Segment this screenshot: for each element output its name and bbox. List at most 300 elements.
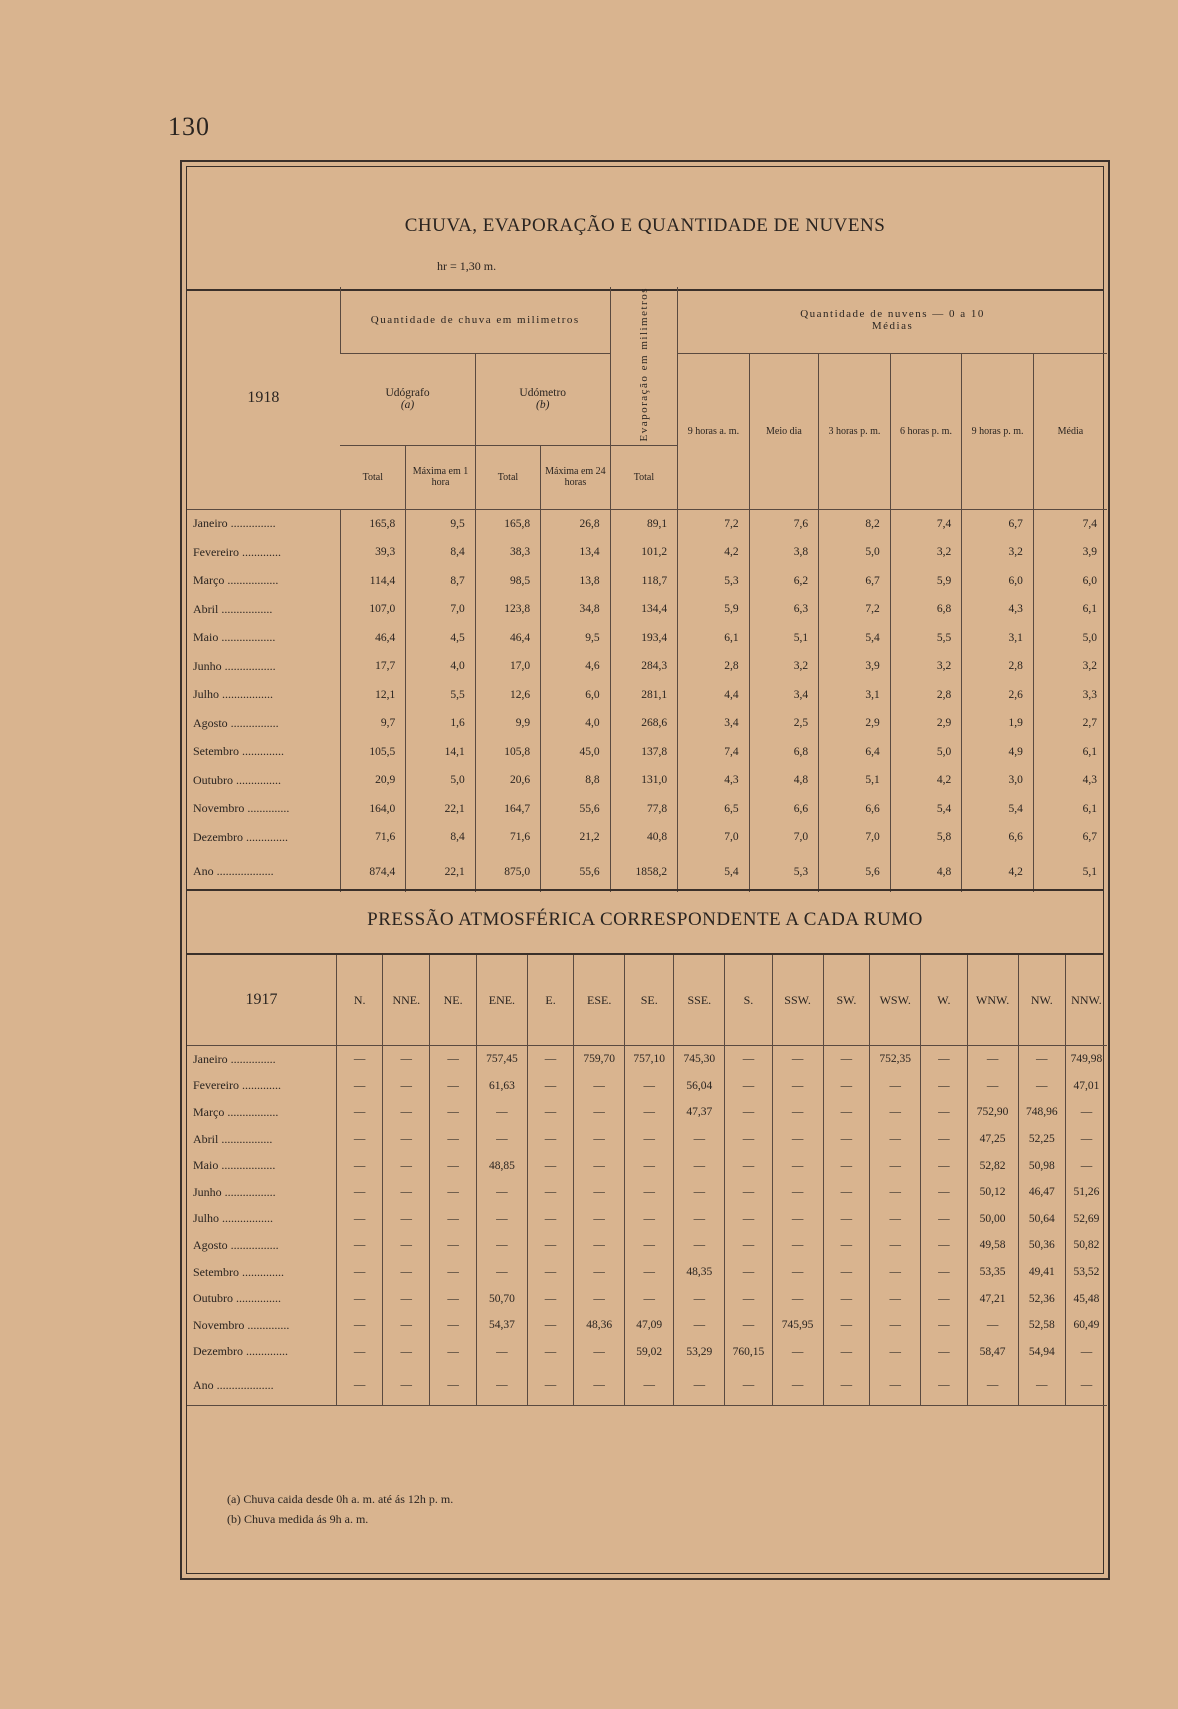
rain-cell: 20,6 — [475, 766, 540, 795]
footnote-b: (b) Chuva medida ás 9h a. m. — [227, 1512, 369, 1526]
rain-cell: 6,8 — [890, 595, 962, 624]
pressure-cell: — — [625, 1152, 674, 1179]
pressure-cell: — — [772, 1126, 823, 1153]
pressure-cell: 757,10 — [625, 1046, 674, 1073]
pressure-cell: 49,41 — [1018, 1259, 1065, 1286]
pressure-cell: — — [967, 1046, 1018, 1073]
pressure-total-cell: — — [1018, 1365, 1065, 1406]
pressure-month: Março ................. — [193, 1104, 279, 1119]
pressure-cell: — — [430, 1152, 477, 1179]
rain-cell: 8,4 — [406, 538, 476, 567]
rain-cell: 6,6 — [962, 823, 1034, 852]
rain-cell: 284,3 — [610, 652, 677, 681]
pressure-year: 1917 — [187, 955, 337, 1046]
pressure-cell: — — [870, 1073, 921, 1100]
pressure-cell: — — [674, 1152, 725, 1179]
rain-cell: 7,2 — [678, 509, 750, 538]
pressure-cell: — — [430, 1285, 477, 1312]
rain-month: Agosto ................ — [193, 715, 279, 730]
rain-cell: 13,4 — [541, 538, 611, 567]
rain-cell: 4,0 — [406, 652, 476, 681]
rain-cell: 137,8 — [610, 738, 677, 767]
pressure-month: Outubro ............... — [193, 1291, 281, 1306]
pressure-cell: 45,48 — [1065, 1285, 1107, 1312]
udometro-header — [475, 353, 610, 445]
pressure-table — [187, 955, 1107, 1406]
pressure-cell: — — [383, 1046, 430, 1073]
rain-cell: 26,8 — [541, 509, 611, 538]
section-divider — [187, 889, 1103, 891]
col-meio-dia: Meio dia — [749, 353, 819, 509]
rain-cell: 2,6 — [962, 681, 1034, 710]
pressure-total-month: Ano ................... — [187, 1365, 337, 1406]
rain-cell: 2,8 — [678, 652, 750, 681]
rain-cell: 4,2 — [678, 538, 750, 567]
rain-cell: 6,4 — [819, 738, 891, 767]
rain-cell: 5,4 — [962, 795, 1034, 824]
pressure-cell: — — [823, 1179, 870, 1206]
pressure-cell: — — [625, 1179, 674, 1206]
pressure-cell: — — [476, 1099, 527, 1126]
pressure-row — [187, 1126, 1107, 1153]
rain-cell: 101,2 — [610, 538, 677, 567]
pressure-cell: — — [625, 1232, 674, 1259]
rain-cell: 3,3 — [1033, 681, 1107, 710]
rain-row — [187, 681, 1107, 710]
col-6pm: 6 horas p. m. — [890, 353, 962, 509]
rain-cell: 7,4 — [678, 738, 750, 767]
pressure-cell: — — [967, 1312, 1018, 1339]
pressure-row — [187, 1073, 1107, 1100]
direction-header: SE. — [625, 955, 674, 1046]
rain-cell: 4,5 — [406, 624, 476, 653]
rain-year: 1918 — [187, 287, 340, 509]
pressure-cell: — — [823, 1046, 870, 1073]
rain-row — [187, 624, 1107, 653]
pressure-cell: — — [1065, 1099, 1107, 1126]
pressure-cell: — — [772, 1152, 823, 1179]
rain-cell: 6,3 — [749, 595, 819, 624]
rain-cell: 114,4 — [340, 567, 405, 596]
pressure-cell: 53,35 — [967, 1259, 1018, 1286]
rain-cell: 165,8 — [475, 509, 540, 538]
pressure-cell: — — [823, 1152, 870, 1179]
pressure-cell: — — [921, 1285, 967, 1312]
rain-row — [187, 509, 1107, 538]
pressure-cell: — — [725, 1206, 772, 1233]
pressure-cell: — — [823, 1126, 870, 1153]
pressure-cell: — — [383, 1179, 430, 1206]
rain-cell: 281,1 — [610, 681, 677, 710]
rain-cell: 3,9 — [819, 652, 891, 681]
pressure-cell: 51,26 — [1065, 1179, 1107, 1206]
rain-cell: 4,4 — [678, 681, 750, 710]
rain-month: Setembro .............. — [193, 744, 284, 759]
direction-header: SSE. — [674, 955, 725, 1046]
col-media: Média — [1033, 353, 1107, 509]
pressure-cell: — — [337, 1046, 383, 1073]
pressure-cell: — — [772, 1099, 823, 1126]
rain-cell: 165,8 — [340, 509, 405, 538]
rain-cell: 5,8 — [890, 823, 962, 852]
rain-cell: 39,3 — [340, 538, 405, 567]
pressure-cell: — — [921, 1099, 967, 1126]
pressure-cell: — — [337, 1179, 383, 1206]
rain-month: Julho ................. — [193, 687, 274, 702]
pressure-cell: — — [823, 1259, 870, 1286]
direction-header: SW. — [823, 955, 870, 1046]
pressure-cell: 53,52 — [1065, 1259, 1107, 1286]
rain-total-month: Ano ................... — [193, 864, 274, 879]
rain-cell: 7,2 — [819, 595, 891, 624]
pressure-cell: — — [1018, 1073, 1065, 1100]
pressure-cell: — — [337, 1152, 383, 1179]
rain-month: Março ................. — [193, 573, 279, 588]
page-number: 130 — [168, 112, 210, 141]
pressure-cell: — — [527, 1152, 573, 1179]
pressure-cell: — — [527, 1099, 573, 1126]
rain-cell: 6,6 — [819, 795, 891, 824]
pressure-cell: — — [337, 1126, 383, 1153]
pressure-row — [187, 1099, 1107, 1126]
pressure-cell: 752,35 — [870, 1046, 921, 1073]
rain-cell: 3,1 — [819, 681, 891, 710]
pressure-cell: — — [870, 1179, 921, 1206]
pressure-cell: — — [772, 1206, 823, 1233]
rain-cell: 2,8 — [890, 681, 962, 710]
pressure-cell: — — [527, 1339, 573, 1366]
pressure-cell: 48,85 — [476, 1152, 527, 1179]
pressure-cell: 52,58 — [1018, 1312, 1065, 1339]
rain-cell: 5,4 — [890, 795, 962, 824]
rain-cell: 3,4 — [749, 681, 819, 710]
rain-total-cell: 1858,2 — [610, 852, 677, 892]
pressure-cell: — — [430, 1206, 477, 1233]
rain-cell: 5,1 — [749, 624, 819, 653]
pressure-total-row — [187, 1365, 1107, 1406]
rain-cell: 6,5 — [678, 795, 750, 824]
rain-cell: 40,8 — [610, 823, 677, 852]
pressure-cell: 47,01 — [1065, 1073, 1107, 1100]
pressure-cell: — — [430, 1259, 477, 1286]
pressure-cell: — — [574, 1099, 625, 1126]
pressure-cell: — — [383, 1206, 430, 1233]
pressure-month: Dezembro .............. — [193, 1344, 288, 1359]
rain-cell: 5,0 — [1033, 624, 1107, 653]
rain-cell: 6,7 — [819, 567, 891, 596]
pressure-cell: — — [870, 1259, 921, 1286]
pressure-total-cell: — — [921, 1365, 967, 1406]
rain-cell: 5,5 — [406, 681, 476, 710]
rain-cell: 2,5 — [749, 709, 819, 738]
pressure-month: Fevereiro ............. — [193, 1078, 281, 1093]
rain-cell: 3,2 — [890, 538, 962, 567]
pressure-cell: — — [823, 1312, 870, 1339]
udografo-label: Udógrafo — [385, 387, 430, 399]
pressure-cell: — — [625, 1206, 674, 1233]
rain-month: Junho ................. — [193, 658, 276, 673]
rain-cell: 6,1 — [1033, 738, 1107, 767]
pressure-cell: 50,70 — [476, 1285, 527, 1312]
rain-cell: 46,4 — [340, 624, 405, 653]
document-frame — [180, 160, 1110, 1580]
pressure-row — [187, 1206, 1107, 1233]
pressure-cell: — — [527, 1206, 573, 1233]
pressure-cell: — — [337, 1285, 383, 1312]
rain-cell: 6,2 — [749, 567, 819, 596]
direction-header: E. — [527, 955, 573, 1046]
pressure-cell: 50,36 — [1018, 1232, 1065, 1259]
pressure-section-title: PRESSÃO ATMOSFÉRICA CORRESPONDENTE A CADA RUMO — [367, 909, 923, 930]
pressure-cell: — — [430, 1339, 477, 1366]
pressure-cell: — — [337, 1312, 383, 1339]
clouds-medias-label: Médias — [871, 319, 914, 332]
rain-cell: 7,4 — [1033, 509, 1107, 538]
pressure-cell: — — [383, 1312, 430, 1339]
pressure-cell: 50,12 — [967, 1179, 1018, 1206]
rain-cell: 6,1 — [1033, 795, 1107, 824]
pressure-cell: — — [921, 1073, 967, 1100]
rain-cell: 3,1 — [962, 624, 1034, 653]
rain-row — [187, 795, 1107, 824]
pressure-cell: — — [772, 1232, 823, 1259]
pressure-cell: — — [823, 1232, 870, 1259]
rain-month: Abril ................. — [193, 601, 273, 616]
pressure-cell: 52,82 — [967, 1152, 1018, 1179]
pressure-cell: — — [772, 1285, 823, 1312]
rain-cell: 123,8 — [475, 595, 540, 624]
pressure-cell: — — [337, 1206, 383, 1233]
rain-total-cell: 5,4 — [678, 852, 750, 892]
rain-row — [187, 652, 1107, 681]
rain-cell: 6,8 — [749, 738, 819, 767]
pressure-header-row — [187, 955, 1107, 1046]
col-9am: 9 horas a. m. — [678, 353, 750, 509]
pressure-cell: — — [476, 1259, 527, 1286]
pressure-cell: — — [337, 1099, 383, 1126]
pressure-total-cell: — — [383, 1365, 430, 1406]
rain-cell: 17,7 — [340, 652, 405, 681]
pressure-cell: — — [823, 1206, 870, 1233]
rain-cell: 71,6 — [475, 823, 540, 852]
pressure-month: Janeiro ............... — [193, 1051, 276, 1066]
pressure-cell: — — [772, 1259, 823, 1286]
rain-cell: 20,9 — [340, 766, 405, 795]
rain-cell: 8,7 — [406, 567, 476, 596]
rain-row — [187, 823, 1107, 852]
pressure-row — [187, 1046, 1107, 1073]
rain-cell: 8,8 — [541, 766, 611, 795]
rain-cell: 2,9 — [890, 709, 962, 738]
direction-header: WNW. — [967, 955, 1018, 1046]
rain-cell: 14,1 — [406, 738, 476, 767]
pressure-cell: — — [725, 1259, 772, 1286]
rain-cell: 164,7 — [475, 795, 540, 824]
rain-cell: 8,2 — [819, 509, 891, 538]
rain-cell: 4,2 — [890, 766, 962, 795]
footnote-a: (a) Chuva caida desde 0h a. m. até ás 12h p. m. — [227, 1492, 454, 1506]
pressure-cell: 50,00 — [967, 1206, 1018, 1233]
pressure-cell: 52,36 — [1018, 1285, 1065, 1312]
pressure-total-cell: — — [527, 1365, 573, 1406]
pressure-cell: — — [574, 1126, 625, 1153]
rain-cell: 98,5 — [475, 567, 540, 596]
pressure-cell: — — [772, 1179, 823, 1206]
col-udografo-max: Máxima em 1 hora — [406, 445, 476, 509]
pressure-total-cell: — — [674, 1365, 725, 1406]
pressure-cell: — — [574, 1152, 625, 1179]
pressure-cell: — — [823, 1099, 870, 1126]
pressure-total-cell: — — [1065, 1365, 1107, 1406]
direction-header: N. — [337, 955, 383, 1046]
rain-cell: 13,8 — [541, 567, 611, 596]
pressure-cell: — — [337, 1339, 383, 1366]
pressure-cell: — — [476, 1232, 527, 1259]
pressure-cell: — — [674, 1232, 725, 1259]
pressure-cell: — — [870, 1152, 921, 1179]
rain-month: Janeiro ............... — [193, 516, 276, 531]
rain-month: Dezembro .............. — [193, 829, 288, 844]
pressure-cell: — — [574, 1339, 625, 1366]
rain-total-cell: 875,0 — [475, 852, 540, 892]
pressure-cell: — — [430, 1046, 477, 1073]
pressure-cell: 54,37 — [476, 1312, 527, 1339]
rain-cell: 5,0 — [406, 766, 476, 795]
pressure-cell: — — [674, 1285, 725, 1312]
pressure-cell: — — [574, 1179, 625, 1206]
pressure-cell: — — [383, 1285, 430, 1312]
pressure-total-cell: — — [337, 1365, 383, 1406]
pressure-cell: 48,36 — [574, 1312, 625, 1339]
pressure-row — [187, 1152, 1107, 1179]
pressure-cell: 52,25 — [1018, 1126, 1065, 1153]
rain-cell: 34,8 — [541, 595, 611, 624]
rain-month: Outubro ............... — [193, 772, 281, 787]
pressure-cell: — — [725, 1312, 772, 1339]
col-udografo-total: Total — [340, 445, 405, 509]
pressure-cell: — — [527, 1232, 573, 1259]
rain-cell: 118,7 — [610, 567, 677, 596]
pressure-cell: — — [674, 1179, 725, 1206]
rain-cell: 7,0 — [406, 595, 476, 624]
rain-row — [187, 766, 1107, 795]
pressure-cell: 60,49 — [1065, 1312, 1107, 1339]
pressure-cell: — — [674, 1206, 725, 1233]
pressure-cell: — — [574, 1232, 625, 1259]
pressure-cell: — — [337, 1232, 383, 1259]
pressure-cell: — — [870, 1285, 921, 1312]
rain-cell: 3,2 — [890, 652, 962, 681]
rain-month: Fevereiro ............. — [193, 544, 281, 559]
rain-total-row — [187, 852, 1107, 892]
pressure-cell: — — [574, 1073, 625, 1100]
rain-cell: 4,3 — [678, 766, 750, 795]
pressure-cell: — — [725, 1099, 772, 1126]
pressure-cell: — — [527, 1126, 573, 1153]
pressure-cell: 47,25 — [967, 1126, 1018, 1153]
rain-cell: 5,1 — [819, 766, 891, 795]
pressure-cell: 49,58 — [967, 1232, 1018, 1259]
rain-cell: 6,1 — [678, 624, 750, 653]
footnotes — [227, 1489, 453, 1529]
pressure-total-cell: — — [870, 1365, 921, 1406]
col-9pm: 9 horas p. m. — [962, 353, 1034, 509]
rain-month: Novembro .............. — [193, 801, 290, 816]
rain-cell: 5,3 — [678, 567, 750, 596]
rain-cell: 21,2 — [541, 823, 611, 852]
pressure-table-body — [187, 1046, 1107, 1406]
rain-section-title: CHUVA, EVAPORAÇÃO E QUANTIDADE DE NUVENS — [404, 215, 886, 236]
rain-cell: 71,6 — [340, 823, 405, 852]
pressure-cell: — — [527, 1259, 573, 1286]
pressure-cell: — — [476, 1126, 527, 1153]
pressure-cell: — — [1065, 1126, 1107, 1153]
pressure-cell: 47,21 — [967, 1285, 1018, 1312]
rain-cell: 12,6 — [475, 681, 540, 710]
pressure-cell: — — [383, 1126, 430, 1153]
pressure-cell: 759,70 — [574, 1046, 625, 1073]
pressure-month: Maio .................. — [193, 1158, 276, 1173]
rain-cell: 134,4 — [610, 595, 677, 624]
rain-cell: 268,6 — [610, 709, 677, 738]
pressure-row — [187, 1232, 1107, 1259]
pressure-cell: 58,47 — [967, 1339, 1018, 1366]
pressure-cell: — — [772, 1073, 823, 1100]
pressure-cell: — — [430, 1099, 477, 1126]
pressure-row — [187, 1259, 1107, 1286]
rain-cell: 6,0 — [962, 567, 1034, 596]
pressure-cell: — — [383, 1073, 430, 1100]
pressure-month: Julho ................. — [193, 1211, 274, 1226]
pressure-cell: 748,96 — [1018, 1099, 1065, 1126]
rain-table — [187, 287, 1107, 892]
pressure-cell: — — [383, 1339, 430, 1366]
rain-cell: 3,2 — [749, 652, 819, 681]
col-udometro-max: Máxima em 24 horas — [541, 445, 611, 509]
pressure-cell: — — [870, 1312, 921, 1339]
rain-cell: 3,8 — [749, 538, 819, 567]
pressure-cell: — — [383, 1259, 430, 1286]
rain-cell: 5,9 — [890, 567, 962, 596]
rain-cell: 9,5 — [541, 624, 611, 653]
pressure-total-cell: — — [574, 1365, 625, 1406]
pressure-total-cell: — — [725, 1365, 772, 1406]
rain-month: Maio .................. — [193, 630, 276, 645]
rain-cell: 7,0 — [819, 823, 891, 852]
rain-row — [187, 595, 1107, 624]
rain-total-cell: 4,2 — [962, 852, 1034, 892]
pressure-total-cell: — — [967, 1365, 1018, 1406]
pressure-month: Setembro .............. — [193, 1264, 284, 1279]
pressure-cell: — — [337, 1073, 383, 1100]
rain-cell: 7,4 — [890, 509, 962, 538]
pressure-cell: 53,29 — [674, 1339, 725, 1366]
pressure-cell: 50,82 — [1065, 1232, 1107, 1259]
pressure-total-cell: — — [823, 1365, 870, 1406]
pressure-cell: — — [625, 1099, 674, 1126]
pressure-cell: 47,37 — [674, 1099, 725, 1126]
rain-cell: 6,0 — [541, 681, 611, 710]
rain-total-cell: 55,6 — [541, 852, 611, 892]
pressure-cell: — — [870, 1099, 921, 1126]
rain-table-body — [187, 509, 1107, 892]
pressure-cell: — — [772, 1339, 823, 1366]
rain-cell: 4,0 — [541, 709, 611, 738]
pressure-cell: — — [870, 1339, 921, 1366]
pressure-cell: 50,64 — [1018, 1206, 1065, 1233]
pressure-total-cell: — — [625, 1365, 674, 1406]
pressure-cell: 54,94 — [1018, 1339, 1065, 1366]
